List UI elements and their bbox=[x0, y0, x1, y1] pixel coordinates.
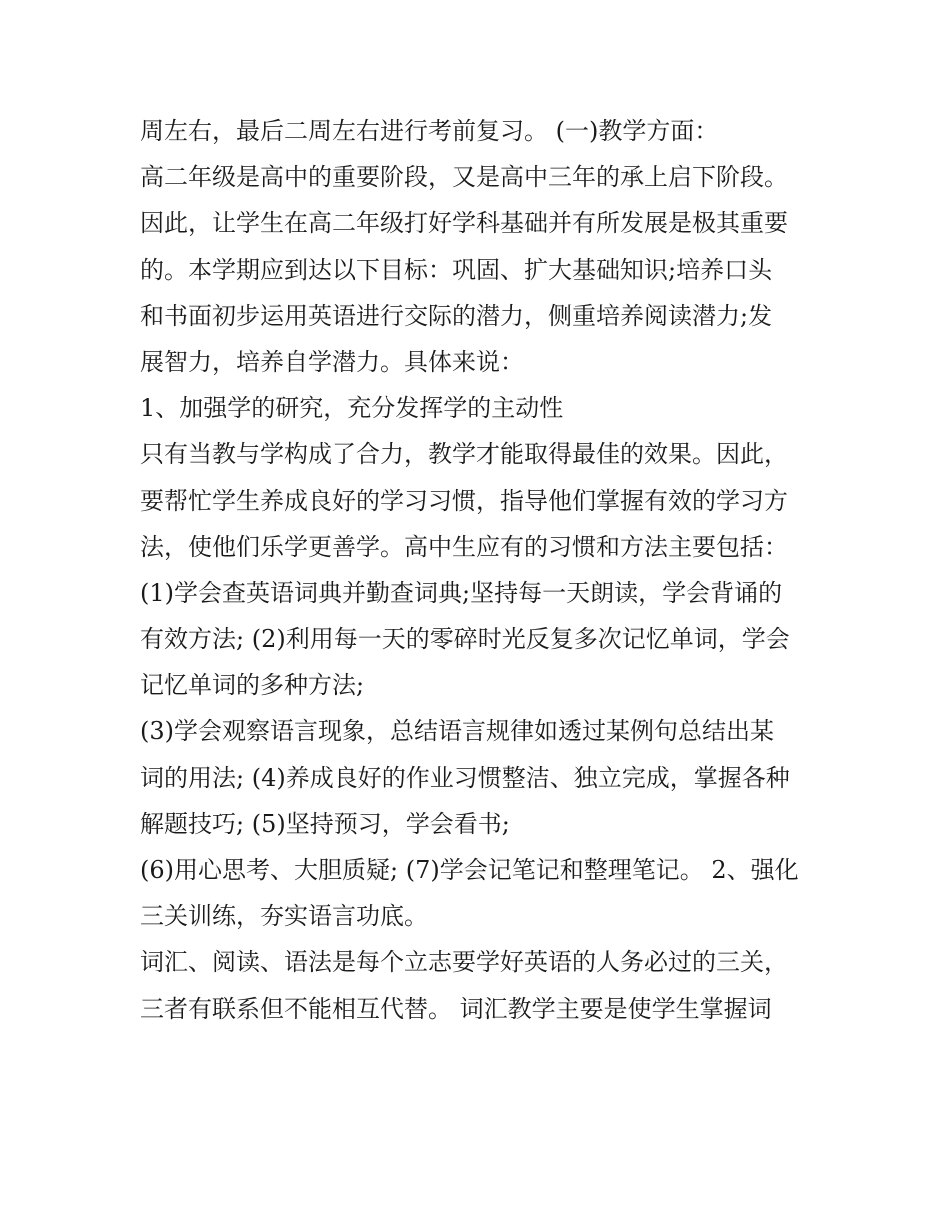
body-text bbox=[140, 108, 820, 1032]
text-line: 高二年级是高中的重要阶段，又是高中三年的承上启下阶段。 bbox=[140, 163, 788, 192]
text-line: 词汇、阅读、语法是每个立志要学好英语的人务必过的三关， bbox=[140, 948, 788, 977]
text-line: 三者有联系但不能相互代替。 词汇教学主要是使学生掌握词 bbox=[140, 994, 772, 1023]
text-line: 法，使他们乐学更善学。高中生应有的习惯和方法主要包括： bbox=[140, 532, 788, 561]
text-line: 和书面初步运用英语进行交际的潜力，侧重培养阅读潜力;发 bbox=[140, 301, 773, 330]
text-line: 展智力，培养自学潜力。具体来说： bbox=[140, 347, 524, 376]
text-line: 因此，让学生在高二年级打好学科基础并有所发展是极其重要 bbox=[140, 209, 788, 238]
section-heading: 1、加强学的研究，充分发挥学的主动性 bbox=[140, 394, 564, 423]
text-line: (3)学会观察语言现象，总结语言规律如透过某例句总结出某 bbox=[140, 717, 774, 746]
text-line: 有效方法; (2)利用每一天的零碎时光反复多次记忆单词，学会 bbox=[140, 625, 790, 654]
text-line: 词的用法; (4)养成良好的作业习惯整洁、独立完成，掌握各种 bbox=[140, 763, 790, 792]
text-line: (1)学会查英语词典并勤查词典;坚持每一天朗读，学会背诵的 bbox=[140, 578, 783, 607]
text-line: (6)用心思考、大胆质疑; (7)学会记笔记和整理笔记。 2、强化 bbox=[140, 856, 799, 884]
text-line: 要帮忙学生养成良好的学习习惯，指导他们掌握有效的学习方 bbox=[140, 486, 788, 515]
text-line: 记忆单词的多种方法; bbox=[140, 671, 365, 700]
text-line: 的。本学期应到达以下目标：巩固、扩大基础知识;培养口头 bbox=[140, 255, 773, 284]
text-line: 三关训练，夯实语言功底。 bbox=[140, 902, 428, 931]
text-line: 解题技巧; (5)坚持预习，学会看书; bbox=[140, 809, 510, 838]
text-line: 只有当教与学构成了合力，教学才能取得最佳的效果。因此， bbox=[140, 440, 788, 469]
text-line: 周左右，最后二周左右进行考前复习。 (一)教学方面： bbox=[140, 117, 719, 145]
